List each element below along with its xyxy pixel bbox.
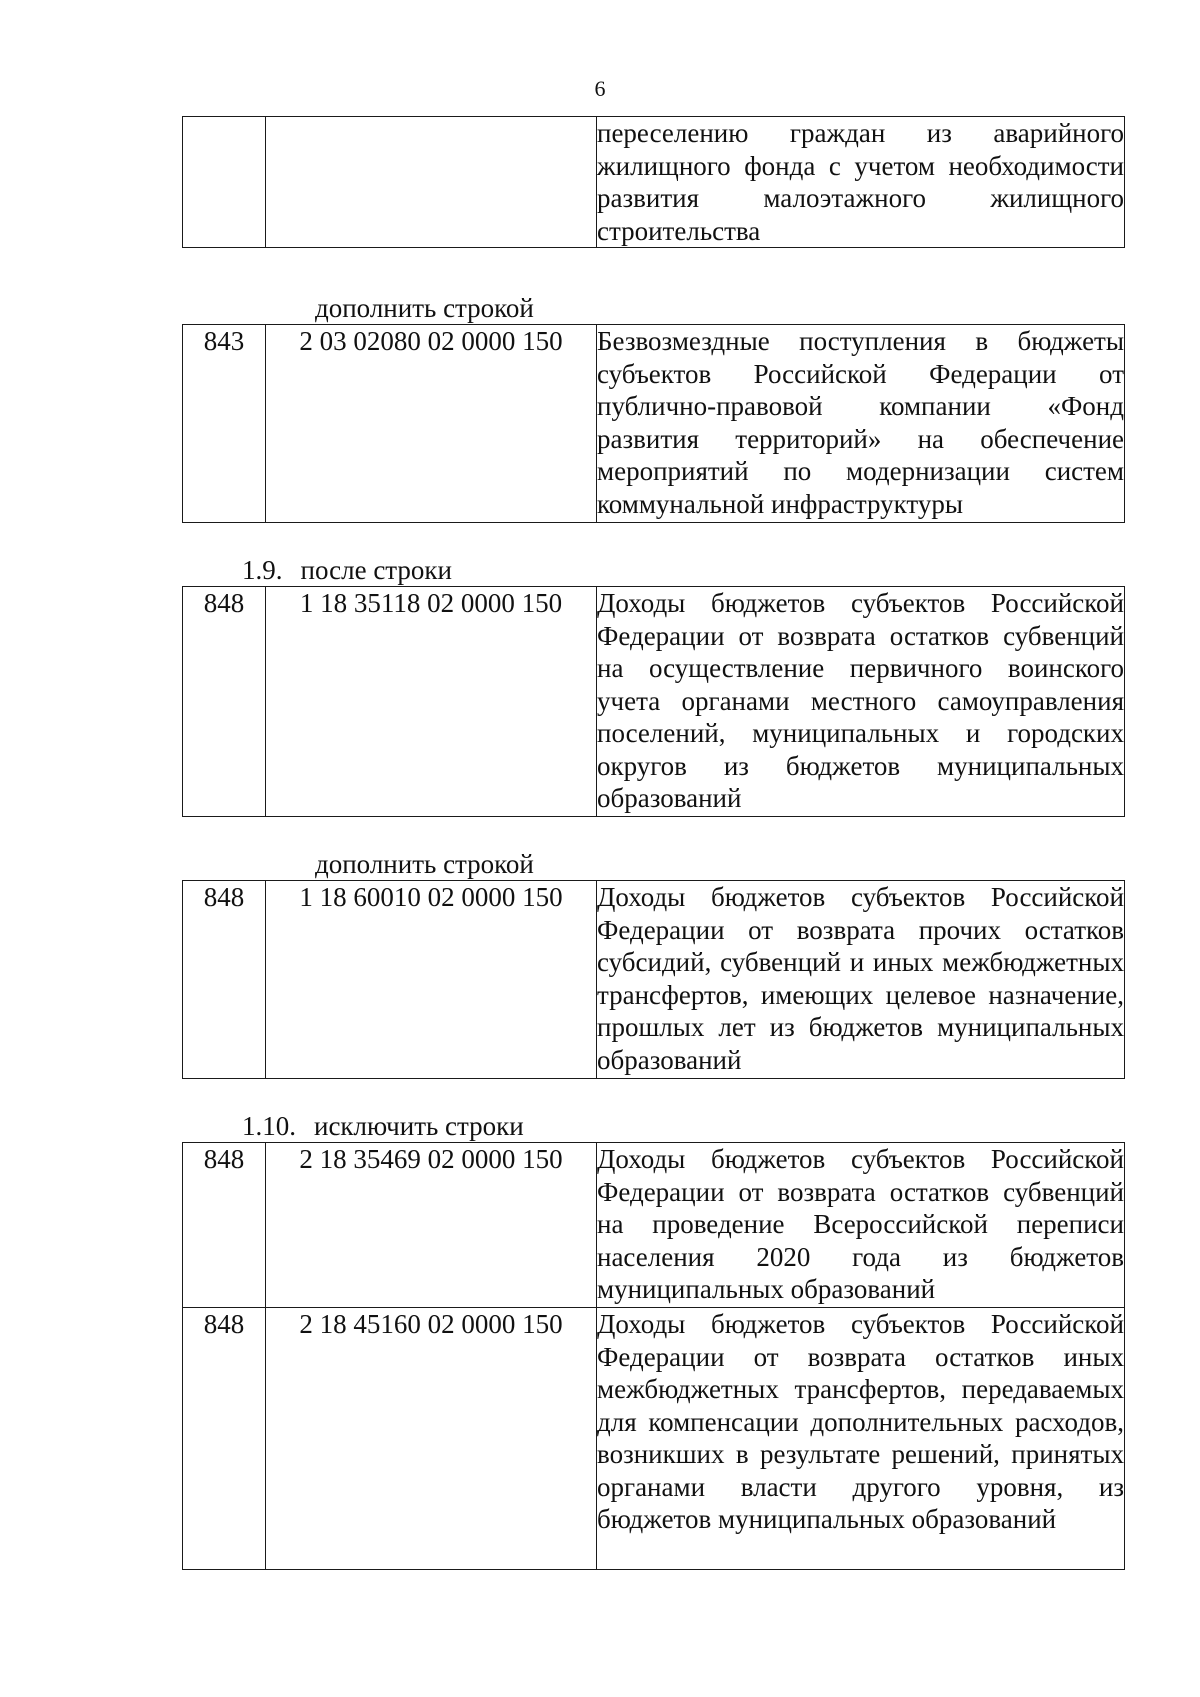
admin-code-cell: 843 (183, 325, 266, 523)
section-heading (242, 555, 452, 585)
description-cell: переселению граждан из аварийного жилищного фонда с учетом необходимости развития малоэтажного жилищного строительства (597, 118, 1124, 246)
section-heading (315, 849, 534, 879)
budget-table-after-row (182, 586, 1125, 817)
description-cell: Доходы бюджетов субъектов Российской Федерации от возврата остатков субвенций на проведение Всероссийской переписи населения 2020 года из бюджетов муниципальных образований (597, 1143, 1125, 1308)
heading-text: дополнить строкой (315, 849, 534, 879)
budget-code-cell: 2 18 35469 02 0000 150 (266, 1143, 597, 1308)
admin-code-cell: 848 (183, 1143, 266, 1308)
table-row (183, 1308, 1125, 1570)
budget-code-cell: 1 18 35118 02 0000 150 (266, 587, 597, 817)
heading-text: после строки (300, 555, 452, 585)
table-row (183, 881, 1125, 1079)
budget-code-cell: 2 03 02080 02 0000 150 (266, 325, 597, 523)
budget-table-add-843 (182, 324, 1125, 523)
budget-table-add-848 (182, 880, 1125, 1079)
admin-code-cell: 848 (183, 587, 266, 817)
budget-table-exclude (182, 1142, 1125, 1570)
table-row (183, 325, 1125, 523)
admin-code-cell: 848 (183, 881, 266, 1079)
description-cell: Доходы бюджетов субъектов Российской Федерации от возврата остатков иных межбюджетных трансфертов, передаваемых для компенсации дополнительных расходов, возникших в результате решений, принятых органами власти другого уровня, из бюджетов муниципальных образований (597, 1308, 1125, 1570)
table-row (183, 1143, 1125, 1308)
page-number: 6 (594, 76, 606, 101)
section-number: 1.10. (242, 1111, 296, 1141)
budget-code-cell: 1 18 60010 02 0000 150 (266, 881, 597, 1079)
heading-text: дополнить строкой (315, 293, 534, 323)
budget-code-cell: 2 18 45160 02 0000 150 (266, 1308, 597, 1570)
section-heading (242, 1111, 524, 1141)
admin-code-cell (183, 117, 266, 248)
budget-table-continuation (182, 116, 1125, 248)
section-heading (315, 293, 534, 323)
description-cell: Доходы бюджетов субъектов Российской Федерации от возврата прочих остатков субсидий, субвенций и иных межбюджетных трансфертов, имеющих целевое назначение, прошлых лет из бюджетов муниципальных образований (597, 881, 1125, 1079)
admin-code-cell: 848 (183, 1308, 266, 1570)
description-cell: Доходы бюджетов субъектов Российской Федерации от возврата остатков субвенций на осуществление первичного воинского учета органами местного самоуправления поселений, муниципальных и городских округов из бюджетов муниципальных образований (597, 587, 1125, 817)
section-number: 1.9. (242, 555, 283, 585)
description-cell: Безвозмездные поступления в бюджеты субъектов Российской Федерации от публично-правовой компании «Фонд развития территорий» на обеспечение мероприятий по модернизации систем коммунальной инфраструктуры (597, 325, 1125, 523)
table-row (183, 587, 1125, 817)
table-row (183, 117, 1125, 248)
heading-text: исключить строки (314, 1111, 524, 1141)
budget-code-cell (266, 117, 597, 248)
